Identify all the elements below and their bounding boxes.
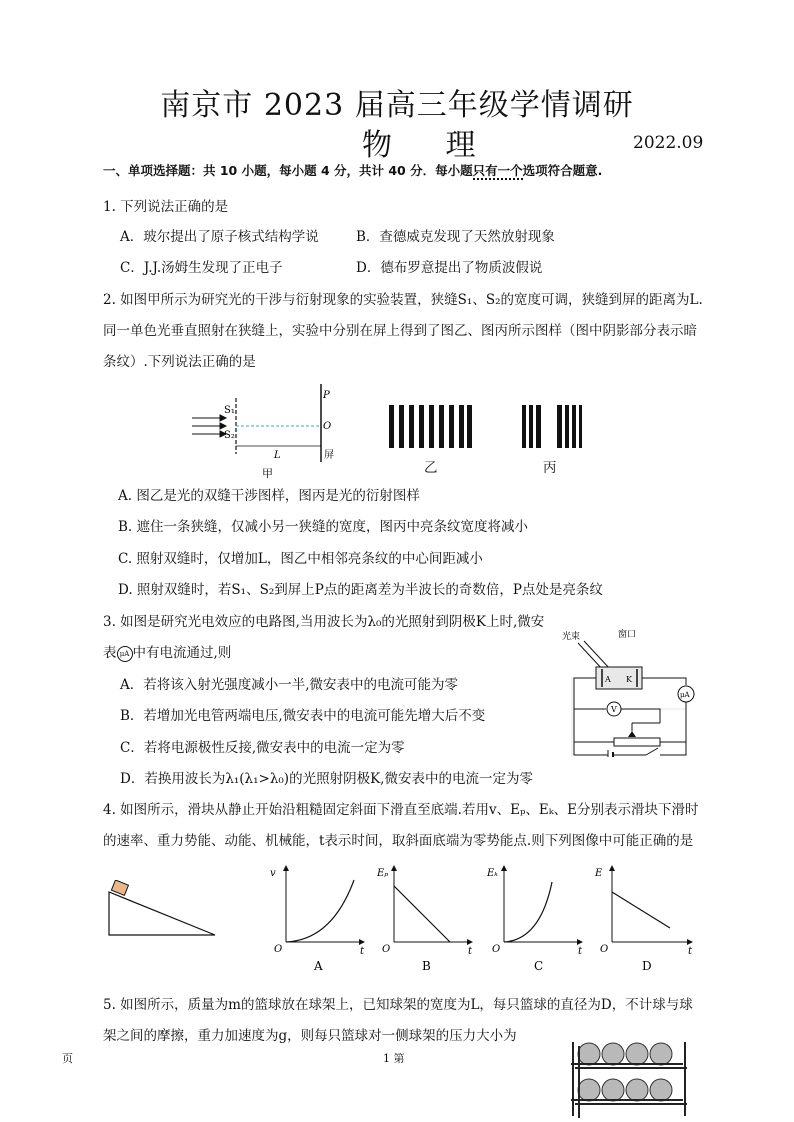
label-voltmeter: V bbox=[611, 705, 617, 714]
q4-graphs bbox=[262, 862, 722, 972]
label-screen: 屏 bbox=[324, 450, 334, 461]
label-s1: S₁ bbox=[224, 405, 235, 416]
graph-d-label: D bbox=[642, 959, 652, 972]
q4-line1: 4. 如图所示，滑块从静止开始沿粗糙固定斜面下滑直至底端.若用v、Eₚ、Eₖ、E分别表示滑块下滑时 bbox=[103, 802, 699, 818]
label-beam: 光束 bbox=[562, 632, 581, 642]
graph-a-xlabel: t bbox=[360, 946, 365, 957]
graph-b-ylabel: Eₚ bbox=[377, 868, 389, 879]
emphasis-text: 只有一个 bbox=[472, 163, 523, 178]
graph-c bbox=[486, 868, 583, 957]
label-p: P bbox=[323, 390, 330, 401]
q2-line2: 同一单色光垂直照射在狭缝上，实验中分别在屏上得到了图乙、图丙所示图样（图中阴影部分表示暗 bbox=[103, 323, 697, 339]
label-bing: 丙 bbox=[543, 460, 557, 476]
q1-option-d: D．德布罗意提出了物质波假说 bbox=[356, 260, 543, 276]
q1-option-c: C．J.J.汤姆生发现了正电子 bbox=[120, 260, 283, 276]
exam-date: 2022.09 bbox=[633, 133, 704, 153]
q1-option-a: A．玻尔提出了原子核式结构学说 bbox=[120, 229, 319, 245]
q5-line2: 架之间的摩擦，重力加速度为g，则每只篮球对一侧球架的压力大小为 bbox=[103, 1028, 517, 1044]
graph-c-xlabel: t bbox=[578, 946, 583, 957]
footer-left: 页 bbox=[62, 1052, 73, 1065]
graph-d-ylabel: E bbox=[595, 868, 603, 879]
q3-circuit-figure bbox=[560, 627, 695, 757]
q3-line2: 表 μA 中有电流通过,则 bbox=[103, 645, 232, 661]
graph-d-xlabel: t bbox=[688, 946, 693, 957]
section-heading: 一、单项选择题：共 10 小题，每小题 4 分，共计 40 分．每小题只有一个选项符合题意. bbox=[103, 163, 603, 178]
label-ua: μA bbox=[680, 691, 690, 699]
label-s2: S₂ bbox=[224, 430, 235, 441]
label-l: L bbox=[274, 450, 281, 461]
graph-c-label: C bbox=[534, 959, 544, 972]
graph-b-origin: O bbox=[382, 944, 391, 955]
graph-c-ylabel: Eₖ bbox=[487, 868, 498, 879]
q2-figure-jia bbox=[190, 382, 350, 482]
label-cathode: K bbox=[626, 675, 632, 684]
graph-d bbox=[594, 868, 693, 957]
q1-option-b: B．查德威克发现了天然放射现象 bbox=[356, 229, 555, 245]
q2-option-b: B. 遮住一条狭缝，仅减小另一狭缝的宽度，图丙中亮条纹宽度将减小 bbox=[118, 519, 529, 535]
graph-b bbox=[376, 868, 473, 957]
label-o: O bbox=[323, 421, 332, 432]
q2-option-d: D. 照射双缝时，若S₁、S₂到屏上P点的距离差为半波长的奇数倍，P点处是亮条纹 bbox=[118, 582, 603, 598]
label-jia: 甲 bbox=[262, 467, 273, 480]
q2-line1: 2. 如图甲所示为研究光的干涉与衍射现象的实验装置，狭缝S₁、S₂的宽度可调，狭缝到屏的距离为L. bbox=[103, 292, 703, 308]
graph-c-origin: O bbox=[492, 944, 501, 955]
q4-line2: 的速率、重力势能、动能、机械能，t表示时间，取斜面底端为零势能点.则下列图像中可能正确的是 bbox=[103, 833, 694, 849]
graph-a-ylabel: v bbox=[270, 868, 276, 879]
graph-a-origin: O bbox=[274, 944, 283, 955]
page-title: 南京市 2023 届高三年级学情调研 bbox=[160, 88, 634, 123]
q3-option-b: B．若增加光电管两端电压,微安表中的电流可能先增大后不变 bbox=[120, 708, 486, 724]
graph-a-label: A bbox=[314, 959, 323, 972]
q2-option-a: A. 图乙是光的双缝干涉图样，图丙是光的衍射图样 bbox=[118, 488, 420, 504]
graph-a bbox=[270, 868, 365, 957]
q3-option-c: C．若将电源极性反接,微安表中的电流一定为零 bbox=[120, 740, 405, 756]
q3-option-d: D．若换用波长为λ₁(λ₁>λ₀)的光照射阴极K,微安表中的电流一定为零 bbox=[120, 771, 533, 787]
q3-option-a: A．若将该入射光强度减小一半,微安表中的电流可能为零 bbox=[120, 677, 459, 693]
label-yi: 乙 bbox=[424, 460, 438, 476]
subject-title: 物 理 bbox=[362, 128, 498, 163]
q2-figure-bing bbox=[522, 405, 582, 448]
q2-line3: 条纹）.下列说法正确的是 bbox=[103, 354, 256, 370]
q2-option-c: C. 照射双缝时，仅增加L，图乙中相邻亮条纹的中心间距减小 bbox=[118, 551, 483, 567]
page-number: 1 第 bbox=[383, 1052, 405, 1065]
graph-b-label: B bbox=[422, 959, 431, 972]
q3-line1: 3. 如图是研究光电效应的电路图,当用波长为λ₀的光照射到阴极K上时,微安 bbox=[103, 614, 545, 630]
graph-d-origin: O bbox=[600, 944, 609, 955]
q5-line1: 5. 如图所示，质量为m的篮球放在球架上，已知球架的宽度为L，每只篮球的直径为D，不计球与球 bbox=[103, 997, 693, 1013]
q4-incline-figure bbox=[105, 880, 220, 940]
graph-b-xlabel: t bbox=[468, 946, 473, 957]
q5-basketball-rack-figure bbox=[565, 1038, 695, 1118]
q2-figure-yi bbox=[389, 405, 472, 448]
label-anode: A bbox=[605, 675, 611, 684]
microammeter-icon: μA bbox=[117, 646, 133, 662]
q1-stem: 1. 下列说法正确的是 bbox=[103, 199, 229, 215]
label-window: 窗口 bbox=[618, 630, 637, 640]
